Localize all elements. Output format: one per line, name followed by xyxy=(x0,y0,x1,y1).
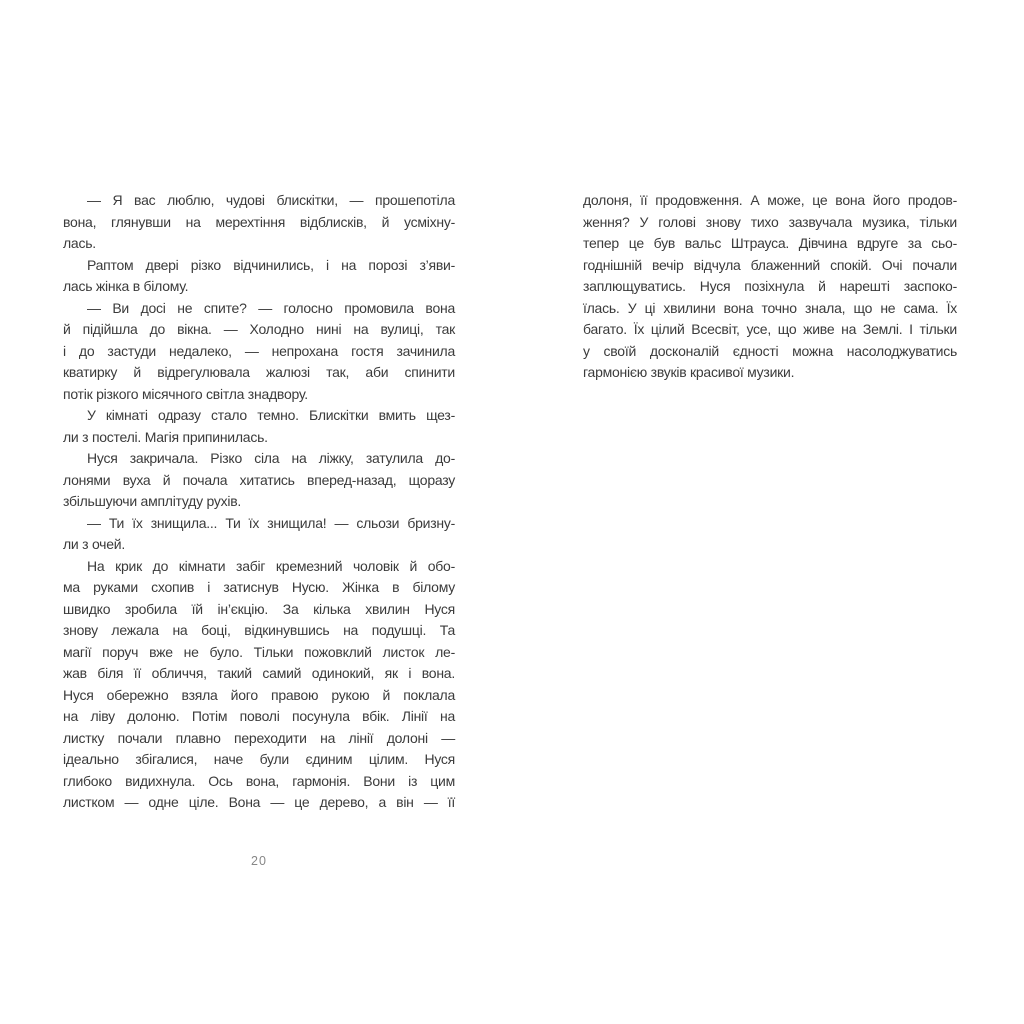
text-line: швидко зробила їй ін’єкцію. За кілька хвилин Нуся xyxy=(63,600,455,617)
text-line: їлась. У ці хвилини вона точно знала, що не сама. Їх xyxy=(583,299,957,316)
text-line: й підійшла до вікна. — Холодно нині на вулиці, так xyxy=(63,321,455,337)
text-line: потік різкого місячного світла знадвору. xyxy=(63,385,308,402)
text-line: магії поруч вже не було. Тільки пожовклий листок ле- xyxy=(63,643,455,660)
text-line: ження? У голові знову тихо зазвучала музика, тільки xyxy=(583,213,957,230)
text-line: листком — одне ціле. Вона — це дерево, а він — її xyxy=(63,794,455,810)
text-line: заплющуватись. Нуся позіхнула й нарешті заспоко- xyxy=(583,278,957,294)
text-line: багато. Їх цілий Всесвіт, усе, що живе на Землі. І тільки xyxy=(583,321,957,337)
right-page-text-column xyxy=(583,190,957,384)
text-line: кватирку й відрегулювала жалюзі так, аби спинити xyxy=(63,364,455,380)
text-line: у своїй досконалій єдності можна насолоджуватись xyxy=(583,342,957,359)
text-line: вона, глянувши на мерехтіння відблисків, й усміхну- xyxy=(63,213,455,230)
text-line: гармонією звуків красивої музики. xyxy=(583,364,795,380)
text-line: — Я вас люблю, чудові блискітки, — прошепотіла xyxy=(87,192,455,208)
text-line: і до застуди недалеко, — непрохана гостя зачинила xyxy=(63,342,455,359)
text-line: жав біля її обличчя, такий самий одинокий, як і вона. xyxy=(63,665,455,681)
text-line: ідеально збігалися, наче були єдиним цілим. Нуся xyxy=(63,751,455,767)
text-line: Раптом двері різко відчинились, і на порозі з’яви- xyxy=(87,256,455,273)
page-number: 20 xyxy=(251,854,267,868)
text-line: тепер це був вальс Штрауса. Дівчина вдруге за сьо- xyxy=(583,235,957,251)
text-line: — Ти їх знищила... Ти їх знищила! — сльози бризну- xyxy=(87,514,455,531)
text-line: Нуся закричала. Різко сіла на ліжку, затулила до- xyxy=(87,450,455,466)
paragraph xyxy=(63,298,455,406)
text-line: годнішній вечір відчула блаженний спокій. Очі почали xyxy=(583,256,957,273)
text-line: У кімнаті одразу стало темно. Блискітки вмить щез- xyxy=(87,407,455,423)
text-line: На крик до кімнати забіг кремезний чоловік й обо- xyxy=(87,557,455,574)
text-line: лась. xyxy=(63,235,96,251)
text-line: ли з очей. xyxy=(63,536,125,552)
text-line: листку почали плавно переходити на лінії долоні — xyxy=(63,729,455,746)
text-line: ма руками схопив і затиснув Нусю. Жінка в білому xyxy=(63,579,455,595)
text-line: Нуся обережно взяла його правою рукою й поклала xyxy=(63,686,455,703)
text-line: глибоко видихнула. Ось вона, гармонія. Вони із цим xyxy=(63,772,455,789)
text-line: на ліву долоню. Потім поволі посунула вбік. Лінії на xyxy=(63,708,455,724)
paragraph xyxy=(63,190,455,255)
text-line: — Ви досі не спите? — голосно промовила вона xyxy=(87,299,455,316)
paragraph xyxy=(63,405,455,448)
paragraph xyxy=(63,255,455,298)
text-line: збільшуючи амплітуду рухів. xyxy=(63,493,242,509)
paragraph xyxy=(63,556,455,814)
text-line: ли з постелі. Магія припинилась. xyxy=(63,428,268,445)
text-line: лась жінка в білому. xyxy=(63,278,189,294)
text-line: лонями вуха й почала хитатись вперед-назад, щоразу xyxy=(63,471,455,488)
paragraph xyxy=(63,448,455,513)
paragraph xyxy=(63,513,455,556)
text-line: знову лежала на боці, відкинувшись на подушці. Та xyxy=(63,622,455,638)
paragraph xyxy=(583,190,957,384)
left-page-text-column xyxy=(63,190,455,814)
text-line: долоня, її продовження. А може, це вона його продов- xyxy=(583,192,957,208)
